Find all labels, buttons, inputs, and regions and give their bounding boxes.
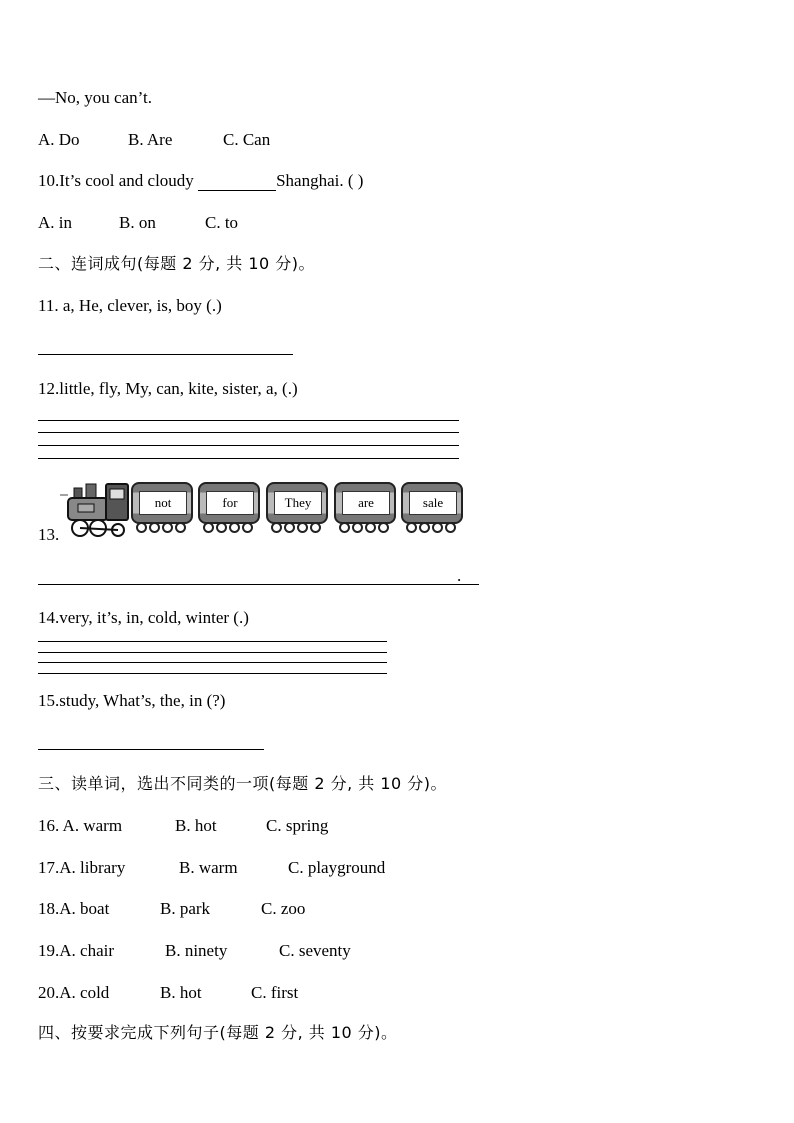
option-b[interactable]: B. on xyxy=(119,213,156,232)
option-a[interactable]: A. Do xyxy=(38,130,80,149)
word-card[interactable]: not xyxy=(139,491,187,515)
wheels xyxy=(339,522,389,534)
writing-line[interactable] xyxy=(38,445,459,446)
option-a[interactable]: 16. A. warm xyxy=(38,816,123,835)
q10-options xyxy=(38,213,238,233)
word-train-illustration xyxy=(60,478,470,540)
wheels xyxy=(271,522,321,534)
option-a[interactable]: 18.A. boat xyxy=(38,899,110,918)
option-c[interactable]: C. zoo xyxy=(261,899,306,918)
word-card[interactable]: are xyxy=(342,491,390,515)
option-c[interactable]: C. seventy xyxy=(279,941,351,960)
writing-line[interactable] xyxy=(38,641,387,642)
option-a[interactable]: A. in xyxy=(38,213,72,232)
answer-line-11[interactable] xyxy=(38,354,293,355)
option-c[interactable]: C. spring xyxy=(266,816,329,835)
train-car-4 xyxy=(334,482,396,524)
option-b[interactable]: B. ninety xyxy=(165,941,228,960)
writing-line[interactable] xyxy=(38,432,459,433)
section-4-heading: 四、按要求完成下列句子(每题 2 分, 共 10 分)。 xyxy=(38,1023,398,1042)
train-car-2 xyxy=(198,482,260,524)
answer-line-13[interactable] xyxy=(38,584,479,585)
question-17 xyxy=(38,858,385,878)
q13-period: . xyxy=(457,566,462,585)
option-b[interactable]: B. Are xyxy=(128,130,173,149)
option-b[interactable]: B. hot xyxy=(175,816,217,835)
q10-text-b: Shanghai. ( ) xyxy=(276,171,364,190)
train-car-1 xyxy=(131,482,193,524)
q10-blank[interactable] xyxy=(198,172,276,191)
option-b[interactable]: B. hot xyxy=(160,983,202,1002)
question-14: 14.very, it’s, in, cold, winter (.) xyxy=(38,608,249,627)
option-c[interactable]: C. Can xyxy=(223,130,271,149)
word-card[interactable]: They xyxy=(274,491,322,515)
q9-options xyxy=(38,130,270,150)
question-10 xyxy=(38,171,363,191)
writing-line[interactable] xyxy=(38,662,387,663)
question-13-number: 13. xyxy=(38,525,60,544)
writing-line[interactable] xyxy=(38,458,459,459)
option-b[interactable]: B. warm xyxy=(179,858,238,877)
word-card[interactable]: sale xyxy=(409,491,457,515)
option-a[interactable]: 19.A. chair xyxy=(38,941,115,960)
option-c[interactable]: C. to xyxy=(205,213,239,232)
option-c[interactable]: C. first xyxy=(251,983,299,1002)
word-card[interactable]: for xyxy=(206,491,254,515)
train-car-3 xyxy=(266,482,328,524)
section-3-heading: 三、读单词，选出不同类的一项(每题 2 分, 共 10 分)。 xyxy=(38,774,448,793)
writing-line[interactable] xyxy=(38,420,459,421)
writing-line[interactable] xyxy=(38,652,387,653)
option-a[interactable]: 17.A. library xyxy=(38,858,126,877)
wheels xyxy=(136,522,186,534)
locomotive-icon xyxy=(60,478,130,540)
question-18 xyxy=(38,899,305,919)
option-b[interactable]: B. park xyxy=(160,899,211,918)
answer-line-15[interactable] xyxy=(38,749,264,750)
question-19 xyxy=(38,941,351,961)
question-20 xyxy=(38,983,298,1003)
section-2-heading: 二、连词成句(每题 2 分, 共 10 分)。 xyxy=(38,254,316,273)
option-a[interactable]: 20.A. cold xyxy=(38,983,110,1002)
question-11: 11. a, He, clever, is, boy (.) xyxy=(38,296,222,315)
answer-line: —No, you can’t. xyxy=(38,88,152,107)
question-15: 15.study, What’s, the, in (?) xyxy=(38,691,226,710)
option-c[interactable]: C. playground xyxy=(288,858,386,877)
wheels xyxy=(406,522,456,534)
q10-text-a: 10.It’s cool and cloudy xyxy=(38,171,194,190)
writing-line[interactable] xyxy=(38,673,387,674)
wheels xyxy=(203,522,253,534)
train-car-5 xyxy=(401,482,463,524)
question-16 xyxy=(38,816,328,836)
question-12: 12.little, fly, My, can, kite, sister, a, (.) xyxy=(38,379,298,398)
